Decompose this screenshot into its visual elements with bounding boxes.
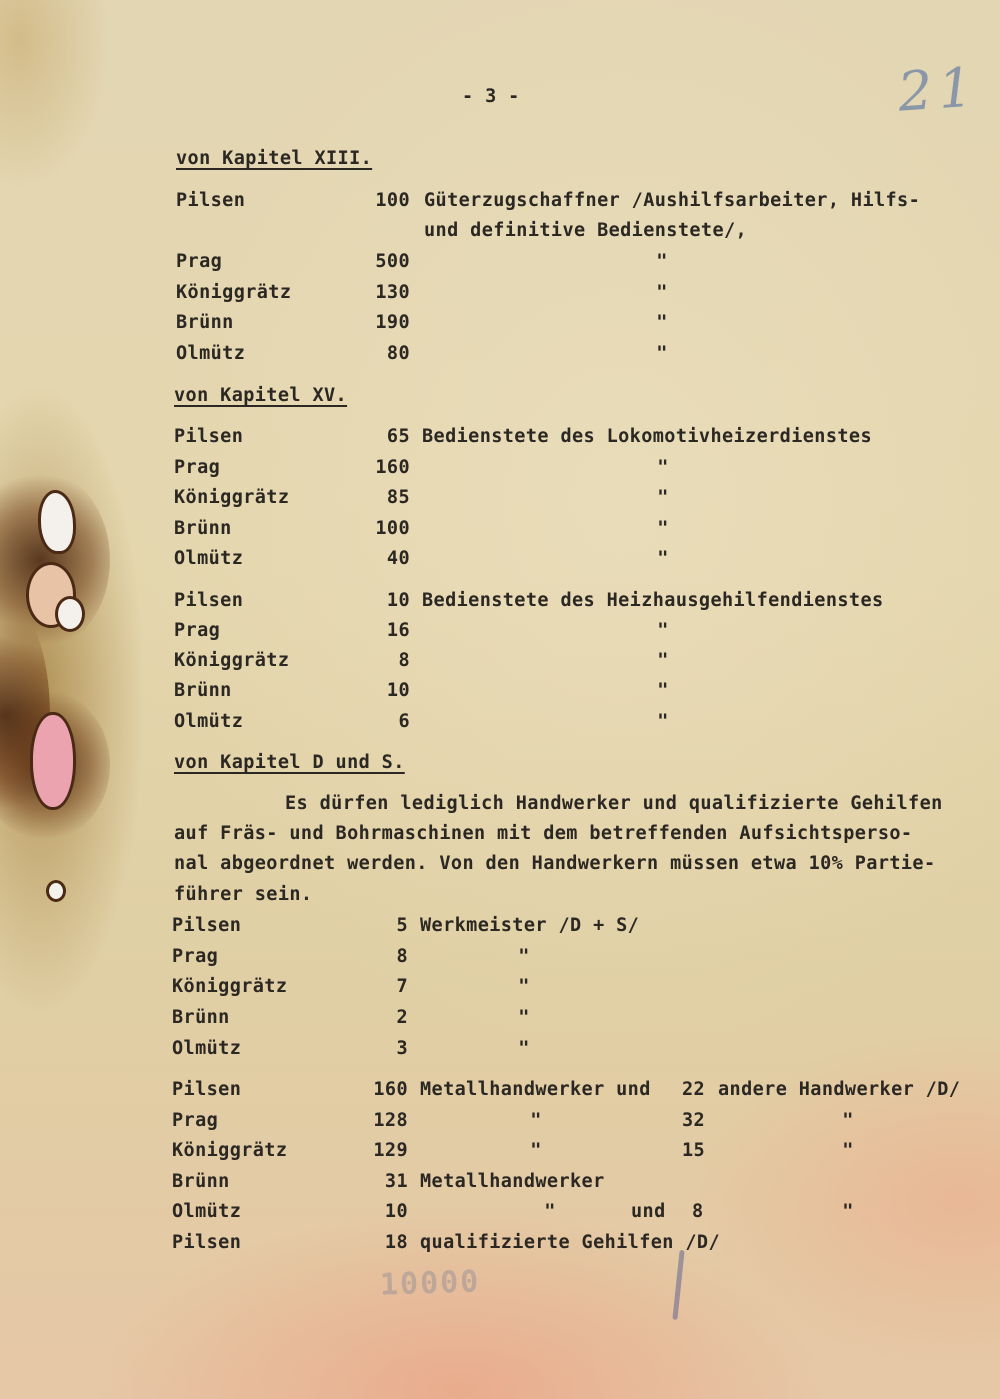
- role-description: andere Handwerker /D/: [718, 1079, 961, 1100]
- count-value: 8: [398, 650, 410, 671]
- city-label: Prag: [172, 1110, 219, 1131]
- ditto-mark: ": [656, 343, 668, 364]
- city-label: Olmütz: [174, 548, 244, 569]
- count-value: 500: [375, 251, 410, 272]
- count-value: 100: [375, 518, 410, 539]
- city-label: Königgrätz: [174, 650, 290, 671]
- count-value: 80: [386, 343, 410, 364]
- role-description: und definitive Bedienstete/,: [424, 220, 748, 241]
- count-value: 7: [396, 976, 408, 997]
- count-value: 190: [375, 312, 410, 333]
- count-value-secondary: 8: [692, 1201, 704, 1222]
- ditto-mark: ": [657, 620, 669, 641]
- count-value: 65: [386, 426, 410, 447]
- city-label: Brünn: [176, 312, 234, 333]
- count-value: 6: [398, 711, 410, 732]
- ditto-mark: ": [656, 312, 668, 333]
- city-label: Pilsen: [172, 1232, 242, 1253]
- paragraph-line: führer sein.: [174, 884, 313, 905]
- ditto-mark: ": [842, 1110, 854, 1131]
- role-description: Bedienstete des Heizhausgehilfendienstes: [422, 590, 884, 611]
- count-value: 18: [384, 1232, 408, 1253]
- role-description: Metallhandwerker und: [420, 1079, 651, 1100]
- ditto-mark: ": [842, 1140, 854, 1161]
- count-value-secondary: 22: [682, 1079, 706, 1100]
- paragraph-line: auf Fräs- und Bohrmaschinen mit dem betreffenden Aufsichtsperso-: [174, 823, 913, 844]
- city-label: Olmütz: [176, 343, 246, 364]
- ditto-mark: ": [656, 251, 668, 272]
- ditto-mark: ": [657, 680, 669, 701]
- ditto-mark: ": [656, 282, 668, 303]
- count-value: 10: [386, 590, 410, 611]
- count-value: 100: [375, 190, 410, 211]
- count-value: 16: [386, 620, 410, 641]
- count-value-secondary: 32: [682, 1110, 706, 1131]
- burn-hole: [30, 712, 76, 810]
- count-value: 130: [375, 282, 410, 303]
- city-label: Pilsen: [176, 190, 246, 211]
- city-label: Olmütz: [172, 1038, 242, 1059]
- ditto-mark: ": [657, 650, 669, 671]
- count-value: 5: [396, 915, 408, 936]
- ditto-mark: ": [530, 1110, 542, 1131]
- city-label: Prag: [174, 620, 221, 641]
- ditto-mark: ": [518, 1038, 530, 1059]
- count-value: 2: [396, 1007, 408, 1028]
- ditto-mark: ": [657, 548, 669, 569]
- pen-mark: [672, 1250, 684, 1320]
- ditto-mark: ": [657, 487, 669, 508]
- page-number: - 3 -: [462, 86, 520, 107]
- city-label: Prag: [172, 946, 219, 967]
- faded-stamp: 10000: [379, 1264, 481, 1303]
- city-label: Pilsen: [174, 590, 244, 611]
- ditto-mark: ": [530, 1140, 542, 1161]
- city-label: Olmütz: [172, 1201, 242, 1222]
- count-value: 160: [373, 1079, 408, 1100]
- ditto-mark: ": [657, 457, 669, 478]
- ditto-mark: ": [518, 946, 530, 967]
- city-label: Königgrätz: [176, 282, 292, 303]
- section-heading-xiii: von Kapitel XIII.: [176, 148, 373, 169]
- connector-text: und: [631, 1201, 666, 1222]
- count-value: 31: [384, 1171, 408, 1192]
- paragraph-line: Es dürfen lediglich Handwerker und qualifizierte Gehilfen: [285, 793, 943, 814]
- city-label: Prag: [176, 251, 223, 272]
- role-description: Werkmeister /D + S/: [420, 915, 640, 936]
- count-value: 40: [386, 548, 410, 569]
- city-label: Pilsen: [174, 426, 244, 447]
- count-value: 8: [396, 946, 408, 967]
- role-description: Bedienstete des Lokomotivheizerdienstes: [422, 426, 872, 447]
- burn-hole: [46, 880, 66, 902]
- ditto-mark: ": [657, 711, 669, 732]
- city-label: Prag: [174, 457, 221, 478]
- city-label: Brünn: [174, 518, 232, 539]
- city-label: Brünn: [174, 680, 232, 701]
- count-value: 160: [375, 457, 410, 478]
- city-label: Olmütz: [174, 711, 244, 732]
- archive-page-number: 21: [895, 55, 981, 124]
- ditto-mark: ": [518, 976, 530, 997]
- role-description: Metallhandwerker: [420, 1171, 605, 1192]
- count-value: 85: [386, 487, 410, 508]
- city-label: Pilsen: [172, 1079, 242, 1100]
- city-label: Königgrätz: [172, 1140, 288, 1161]
- count-value: 128: [373, 1110, 408, 1131]
- role-description: Güterzugschaffner /Aushilfsarbeiter, Hilfs-: [424, 190, 921, 211]
- ditto-mark: ": [544, 1201, 556, 1222]
- city-label: Pilsen: [172, 915, 242, 936]
- city-label: Brünn: [172, 1171, 230, 1192]
- count-value: 129: [373, 1140, 408, 1161]
- paragraph-line: nal abgeordnet werden. Von den Handwerkern müssen etwa 10% Partie-: [174, 853, 936, 874]
- ditto-mark: ": [842, 1201, 854, 1222]
- count-value: 3: [396, 1038, 408, 1059]
- count-value: 10: [384, 1201, 408, 1222]
- count-value-secondary: 15: [682, 1140, 706, 1161]
- section-heading-ds: von Kapitel D und S.: [174, 752, 405, 773]
- count-value: 10: [386, 680, 410, 701]
- ditto-mark: ": [657, 518, 669, 539]
- city-label: Brünn: [172, 1007, 230, 1028]
- city-label: Königgrätz: [172, 976, 288, 997]
- burn-hole: [55, 596, 85, 632]
- ditto-mark: ": [518, 1007, 530, 1028]
- role-description: qualifizierte Gehilfen /D/: [420, 1232, 720, 1253]
- city-label: Königgrätz: [174, 487, 290, 508]
- section-heading-xv: von Kapitel XV.: [174, 385, 348, 406]
